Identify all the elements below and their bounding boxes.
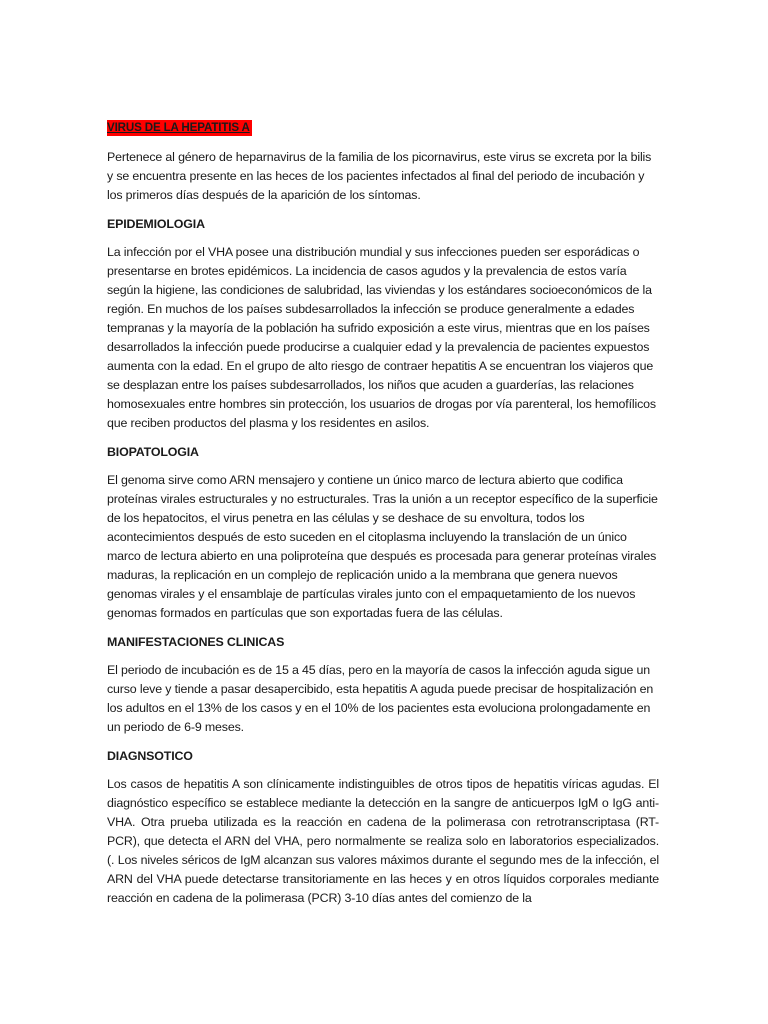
- section-heading-manifestaciones: MANIFESTACIONES CLINICAS: [107, 635, 285, 649]
- section-heading-epidemiologia: EPIDEMIOLOGIA: [107, 217, 205, 231]
- section-text-manifestaciones: El periodo de incubación es de 15 a 45 días, pero en la mayoría de casos la infección aguda sigue un curso leve y tiende a pasar desapercibido, esta hepatitis A aguda puede precisar de hospitalización en los adultos en el 13% de los casos y en el 10% de los pacientes esta evoluciona prolongadamente en un periodo de 6-9 meses.: [107, 663, 654, 734]
- document-body: [107, 118, 659, 918]
- section-text-diagnostico: Los casos de hepatitis A son clínicamente indistinguibles de otros tipos de hepatitis víricas agudas. El diagnóstico específico se establece mediante la detección en la sangre de anticuerpos IgM o IgG anti-VHA. Otra prueba utilizada es la reacción en cadena de la polimerasa con retrotranscriptasa (RT-PCR), que detecta el ARN del VHA, pero normalmente se realiza solo en laboratorios especializados. (. Los niveles séricos de IgM alcanzan sus valores máximos durante el segundo mes de la infección, el ARN del VHA puede detectarse transitoriamente en las heces y en otros líquidos corporales mediante reacción en cadena de la polimerasa (PCR) 3-10 días antes del comienzo de la: [107, 777, 659, 905]
- section-heading-biopatologia: BIOPATOLOGIA: [107, 445, 199, 459]
- section-text-epidemiologia: La infección por el VHA posee una distribución mundial y sus infecciones pueden ser esporádicas o presentarse en brotes epidémicos. La incidencia de casos agudos y la prevalencia de estos varía según la higiene, las condiciones de salubridad, las viviendas y los estándares socioeconómicos de la región. En muchos de los países subdesarrollados la infección se produce generalmente a edades tempranas y la mayoría de la población ha sufrido exposición a este virus, mientras que en los países desarrollados la infección puede producirse a cualquier edad y la prevalencia de pacientes expuestos aumenta con la edad. En el grupo de alto riesgo de contraer hepatitis A se encuentran los viajeros que se desplazan entre los países subdesarrollados, los niños que acuden a guarderías, las relaciones homosexuales entre hombres sin protección, los usuarios de drogas por vía parenteral, los hemofílicos que reciben productos del plasma y los residentes en asilos.: [107, 245, 656, 430]
- document-title: VIRUS DE LA HEPATITIS A: [107, 121, 250, 134]
- section-heading-diagnostico: DIAGNSOTICO: [107, 749, 193, 763]
- section-text-biopatologia: El genoma sirve como ARN mensajero y contiene un único marco de lectura abierto que codifica proteínas virales estructurales y no estructurales. Tras la unión a un receptor específico de la superficie de los hepatocitos, el virus penetra en las células y se deshace de su envoltura, todos los acontecimientos después de esto suceden en el citoplasma incluyendo la translación de un único marco de lectura abierto en una poliproteína que después es procesada para generar proteínas virales maduras, la replicación en un complejo de replicación unido a la membrana que genera nuevos genomas virales y el ensamblaje de partículas virales junto con el empaquetamiento de los nuevos genomas formados en partículas que son exportadas fuera de las células.: [107, 473, 658, 620]
- intro-paragraph: Pertenece al género de heparnavirus de la familia de los picornavirus, este virus se excreta por la bilis y se encuentra presente en las heces de los pacientes infectados al final del periodo de incubación y los primeros días después de la aparición de los síntomas.: [107, 150, 652, 202]
